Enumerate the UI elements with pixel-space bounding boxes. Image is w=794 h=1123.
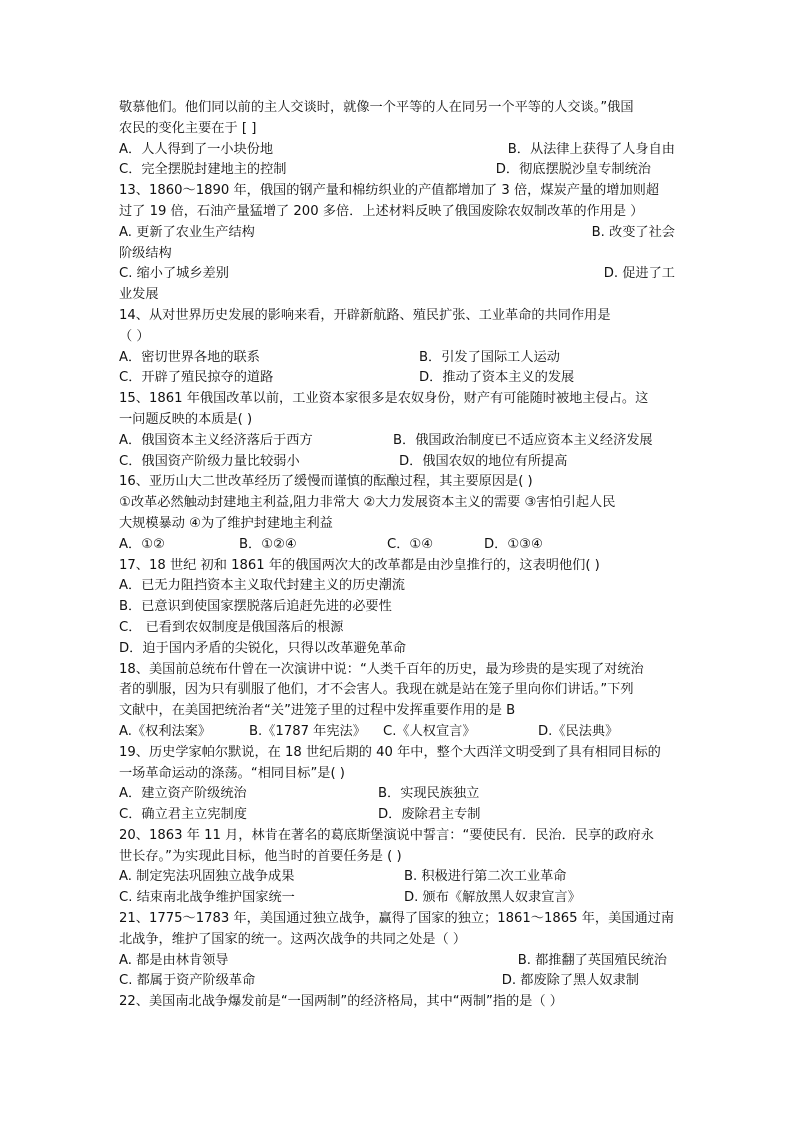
q21-options-row — [119, 951, 675, 972]
q21-stem-line: 21、1775～1783 年，美国通过独立战争，赢得了国家的独立；1861～1865 年，美国通过南 — [119, 911, 675, 927]
q19-stem-line: 19、历史学家帕尔默说，在 18 世纪后期的 40 年中，整个大西洋文明受到了具有相同目标的 — [119, 744, 661, 760]
q18-stem-line: 文献中，在美国把统治者“关”进笼子里的过程中发挥重要作用的是 B — [119, 703, 516, 719]
option-c: C．确立君主立宪制度 — [119, 807, 247, 823]
option-c: C．①④ — [387, 536, 434, 552]
option-b: B．已意识到使国家摆脱落后追赶先进的必要性 — [119, 599, 392, 615]
q14-stem-line: 14、从对世界历史发展的影响来看，开辟新航路、殖民扩张、工业革命的共同作用是 — [119, 307, 611, 323]
q19-options-row — [119, 805, 675, 826]
option-b: B.《1787 年宪法》 — [249, 723, 366, 739]
q12-stem-line: 农民的变化主要在于 [ ] — [119, 120, 257, 136]
option-c: C. 结束南北战争维护国家统一 — [119, 890, 295, 906]
option-d: D．推动了资本主义的发展 — [419, 370, 575, 386]
option-d: D.《民法典》 — [538, 723, 619, 739]
option-a: A.《权利法案》 — [119, 723, 212, 739]
option-b: B. 改变了社会 — [591, 224, 675, 240]
q14-options-row — [119, 368, 675, 389]
option-a: A．人人得到了一小块份地 — [119, 141, 274, 157]
option-b: B．①②④ — [239, 536, 297, 552]
q18-options-row — [119, 722, 675, 743]
option-a: A. 更新了农业生产结构 — [119, 224, 255, 240]
option-c: C．俄国资产阶级力量比较弱小 — [119, 453, 300, 469]
option-b: B．俄国政治制度已不适应资本主义经济发展 — [393, 432, 653, 448]
q20-stem-line: 世长存。”为实现此目标，他当时的首要任务是 ( ) — [119, 848, 402, 864]
q22-stem-line: 22、美国南北战争爆发前是“一国两制”的经济格局，其中“两制”指的是（ ） — [119, 994, 563, 1010]
option-d: D. 颁布《解放黑人奴隶宣言》 — [404, 890, 581, 906]
option-a: A．密切世界各地的联系 — [119, 349, 260, 365]
q12-options-row — [119, 140, 675, 161]
q13-options-row — [119, 264, 675, 285]
option-d: D. 都废除了黑人奴隶制 — [501, 973, 639, 989]
q20-options-row — [119, 867, 675, 888]
q17-stem-line: 17、18 世纪 初和 1861 年的俄国两次大的改革都是由沙皇推行的，这表明他们( ) — [119, 557, 600, 573]
q14-stem-line: （ ） — [119, 328, 150, 344]
q16-stem-line: 16、亚历山大二世改革经历了缓慢而谨慎的酝酿过程，其主要原因是( ) — [119, 474, 533, 490]
option-c: C． 已看到农奴制度是俄国落后的根源 — [119, 619, 344, 635]
option-c: C. 缩小了城乡差别 — [119, 266, 229, 282]
q18-stem-line: 18、美国前总统布什曾在一次演讲中说：“人类千百年的历史，最为珍贵的是实现了对统治 — [119, 661, 644, 677]
q20-stem-line: 20、1863 年 11 月，林肯在著名的葛底斯堡演说中誓言：“要使民有．民治．民享的政府永 — [119, 827, 654, 843]
q20-options-row — [119, 888, 675, 909]
option-d: D．彻底摆脱沙皇专制统治 — [495, 162, 651, 178]
option-d: D．迫于国内矛盾的尖锐化，只得以改革避免革命 — [119, 640, 407, 656]
q21-stem-line: 北战争，维护了国家的统一。这两次战争的共同之处是（ ） — [119, 931, 467, 947]
q16-stem-line: 大规模暴动 ④为了维护封建地主利益 — [119, 515, 333, 531]
q19-options-row — [119, 784, 675, 805]
option-a: A．①② — [119, 536, 165, 552]
q15-stem-line: 15、1861 年俄国改革以前，工业资本家很多是农奴身份，财产有可能随时被地主侵占。这 — [119, 391, 649, 407]
option-b: B．实现民族独立 — [378, 786, 480, 802]
option-b: B．从法律上获得了人身自由 — [507, 141, 675, 157]
option-b: B. 都推翻了英国殖民统治 — [517, 952, 667, 968]
option-a: A. 制定宪法巩固独立战争成果 — [119, 869, 295, 885]
option-c: C．开辟了殖民掠夺的道路 — [119, 370, 274, 386]
option-a: A．建立资产阶级统治 — [119, 786, 247, 802]
option-d: D．①③④ — [484, 536, 543, 552]
q12-options-row — [119, 160, 675, 181]
q15-stem-line: 一问题反映的本质是( ) — [119, 411, 253, 427]
q15-options-row — [119, 431, 675, 452]
q21-options-row — [119, 971, 675, 992]
q16-stem-line: ①改革必然触动封建地主利益,阻力非常大 ②大力发展资本主义的需要 ③害怕引起人民 — [119, 495, 616, 511]
q12-stem-line: 敬慕他们。他们同以前的主人交谈时，就像一个平等的人在同另一个平等的人交谈。”俄国 — [119, 100, 634, 115]
option-b: B．引发了国际工人运动 — [419, 349, 560, 365]
q14-options-row — [119, 348, 675, 369]
q15-options-row — [119, 452, 675, 473]
option-c: C．完全摆脱封建地主的控制 — [119, 162, 287, 178]
option-a: A．俄国资本主义经济落后于西方 — [119, 432, 313, 448]
q16-options-row — [119, 535, 675, 556]
option-a: A. 都是由林肯领导 — [119, 952, 229, 968]
option-d-continued: 业发展 — [119, 287, 159, 303]
option-b-continued: 阶级结构 — [119, 245, 172, 261]
question-text — [119, 98, 675, 1013]
option-b: B. 积极进行第二次工业革命 — [404, 869, 567, 885]
q13-stem-line: 过了 19 倍，石油产量猛增了 200 多倍．上述材料反映了俄国废除农奴制改革的作用是 ） — [119, 203, 644, 219]
option-a: A．已无力阻挡资本主义取代封建主义的历史潮流 — [119, 578, 405, 594]
q13-stem-line: 13、1860～1890 年，俄国的钢产量和棉纺织业的产值都增加了 3 倍，煤炭产量的增加则超 — [119, 183, 660, 199]
option-d: D．俄国农奴的地位有所提高 — [399, 453, 568, 469]
option-d: D. 促进了工 — [603, 266, 675, 282]
option-c: C. 都属于资产阶级革命 — [119, 973, 256, 989]
q19-stem-line: 一场革命运动的涤荡。“相同目标”是( ) — [119, 765, 345, 781]
option-d: D．废除君主专制 — [378, 807, 481, 823]
q18-stem-line: 者的驯服，因为只有驯服了他们，才不会害人。我现在就是站在笼子里向你们讲话。”下列 — [119, 682, 634, 698]
option-c: C.《人权宣言》 — [383, 723, 476, 739]
q13-options-row — [119, 223, 675, 244]
